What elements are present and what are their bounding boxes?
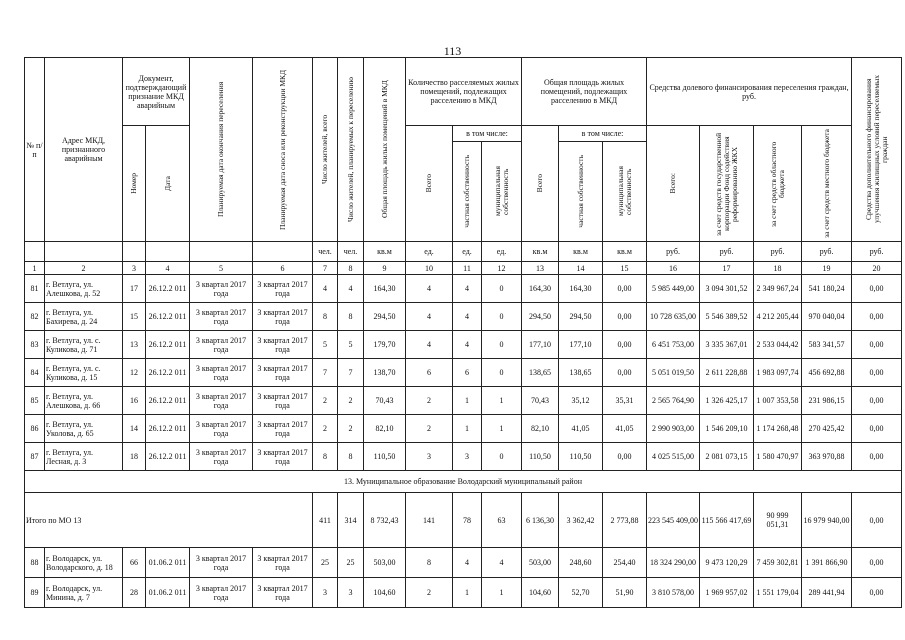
cell-cpriv: 4 xyxy=(453,548,482,578)
header-count-group: Количество расселяемых жилых помещений, подлежащих расселению в МКД xyxy=(406,58,522,126)
cell-demol: 3 квартал 2017 года xyxy=(253,331,313,359)
cell-fadd: 0,00 xyxy=(852,578,902,608)
cell-reloc: 8 xyxy=(338,303,364,331)
cell-num: 18 xyxy=(123,443,146,471)
header-col-9: Общая площадь жилых помещений в МКД xyxy=(364,58,406,242)
cell-res: 3 xyxy=(313,578,338,608)
cell-num: 14 xyxy=(123,415,146,443)
cell-apriv: 35,12 xyxy=(559,387,603,415)
header-col-20: Средства дополнительного финансирования улучшения жилищных условий переселяемых граждан xyxy=(852,58,902,242)
table-row xyxy=(25,359,902,387)
cell-floc: 1 391 866,90 xyxy=(802,548,852,578)
cell-res: 25 xyxy=(313,548,338,578)
column-number: 13 xyxy=(522,262,559,275)
cell-fadd: 0,00 xyxy=(852,548,902,578)
cell-ffund: 1 326 425,17 xyxy=(700,387,754,415)
cell-ftot: 2 565 764,90 xyxy=(647,387,700,415)
column-number: 1 xyxy=(25,262,45,275)
table-row xyxy=(25,443,902,471)
cell-area: 503,00 xyxy=(364,548,406,578)
header-including-2: в том числе: xyxy=(559,126,647,142)
cell-fobl: 7 459 302,81 xyxy=(754,548,802,578)
cell-cmun: 0 xyxy=(482,303,522,331)
cell-fobl: 1 551 179,04 xyxy=(754,578,802,608)
cell-reloc: 4 xyxy=(338,275,364,303)
cell-cnt: 8 xyxy=(406,548,453,578)
cell-addr: г. Ветлуга, ул. с. Куликова, д. 71 xyxy=(45,331,123,359)
cell-demol: 3 квартал 2017 года xyxy=(253,548,313,578)
cell-cnt: 2 xyxy=(406,578,453,608)
cell-ftot: 5 051 019,50 xyxy=(647,359,700,387)
header-col-19: за счет средств местного бюджета xyxy=(802,126,852,242)
table-row xyxy=(25,387,902,415)
unit-cell: ед. xyxy=(453,242,482,262)
cell-area: 138,70 xyxy=(364,359,406,387)
cell-date: 26.12.2 011 xyxy=(146,359,190,387)
total-apriv: 3 362,42 xyxy=(559,493,603,548)
cell-cmun: 1 xyxy=(482,387,522,415)
cell-date: 26.12.2 011 xyxy=(146,415,190,443)
total-atot: 6 136,30 xyxy=(522,493,559,548)
total-floc: 16 979 940,00 xyxy=(802,493,852,548)
cell-date: 01.06.2 011 xyxy=(146,578,190,608)
cell-num: 28 xyxy=(123,578,146,608)
cell-num: 16 xyxy=(123,387,146,415)
cell-amun: 0,00 xyxy=(603,303,647,331)
header-including-1: в том числе: xyxy=(453,126,522,142)
cell-cnt: 3 xyxy=(406,443,453,471)
cell-res: 2 xyxy=(313,387,338,415)
column-number: 14 xyxy=(559,262,603,275)
cell-n: 83 xyxy=(25,331,45,359)
header-col-7: Число жителей, всего xyxy=(313,58,338,242)
cell-area: 164,30 xyxy=(364,275,406,303)
cell-addr: г. Ветлуга, ул. Алешкова, д. 66 xyxy=(45,387,123,415)
cell-fobl: 1 580 470,97 xyxy=(754,443,802,471)
cell-ffund: 9 473 120,29 xyxy=(700,548,754,578)
cell-reloc: 5 xyxy=(338,331,364,359)
unit-cell: чел. xyxy=(338,242,364,262)
cell-ffund: 1 546 209,10 xyxy=(700,415,754,443)
cell-floc: 970 040,04 xyxy=(802,303,852,331)
cell-floc: 583 341,57 xyxy=(802,331,852,359)
cell-addr: г. Ветлуга, ул. Алешкова, д. 52 xyxy=(45,275,123,303)
cell-ftot: 3 810 578,00 xyxy=(647,578,700,608)
cell-reloc: 2 xyxy=(338,387,364,415)
cell-reloc: 3 xyxy=(338,578,364,608)
cell-apriv: 164,30 xyxy=(559,275,603,303)
cell-ffund: 5 546 389,52 xyxy=(700,303,754,331)
cell-cnt: 4 xyxy=(406,275,453,303)
column-number: 19 xyxy=(802,262,852,275)
cell-floc: 456 692,88 xyxy=(802,359,852,387)
cell-demol: 3 квартал 2017 года xyxy=(253,443,313,471)
column-number: 2 xyxy=(45,262,123,275)
cell-area: 110,50 xyxy=(364,443,406,471)
cell-fobl: 1 007 353,58 xyxy=(754,387,802,415)
unit-cell: руб. xyxy=(754,242,802,262)
cell-demol: 3 квартал 2017 года xyxy=(253,275,313,303)
total-ffund: 115 566 417,69 xyxy=(700,493,754,548)
cell-demol: 3 квартал 2017 года xyxy=(253,578,313,608)
cell-cmun: 4 xyxy=(482,548,522,578)
cell-ffund: 1 969 957,02 xyxy=(700,578,754,608)
cell-res: 8 xyxy=(313,443,338,471)
cell-ftot: 18 324 290,00 xyxy=(647,548,700,578)
total-cpriv: 78 xyxy=(453,493,482,548)
cell-ffund: 2 611 228,88 xyxy=(700,359,754,387)
cell-res: 2 xyxy=(313,415,338,443)
header-col-1: № п/ п xyxy=(25,58,45,242)
cell-date: 01.06.2 011 xyxy=(146,548,190,578)
header-col-2: Адрес МКД, признанного аварийным xyxy=(45,58,123,242)
cell-amun: 0,00 xyxy=(603,275,647,303)
cell-cnt: 2 xyxy=(406,387,453,415)
cell-amun: 0,00 xyxy=(603,443,647,471)
header-col-6: Планируемая дата сноса или реконструкции МКД xyxy=(253,58,313,242)
cell-num: 15 xyxy=(123,303,146,331)
cell-fadd: 0,00 xyxy=(852,359,902,387)
cell-ftot: 4 025 515,00 xyxy=(647,443,700,471)
cell-end: 3 квартал 2017 года xyxy=(190,578,253,608)
cell-area: 82,10 xyxy=(364,415,406,443)
unit-cell: руб. xyxy=(852,242,902,262)
column-number: 3 xyxy=(123,262,146,275)
cell-cmun: 0 xyxy=(482,443,522,471)
cell-addr: г. Ветлуга, ул. с. Куликова, д. 15 xyxy=(45,359,123,387)
cell-addr: г. Ветлуга, ул. Уколова, д. 65 xyxy=(45,415,123,443)
cell-reloc: 2 xyxy=(338,415,364,443)
column-number: 9 xyxy=(364,262,406,275)
header-col-15: муниципальная собственность xyxy=(603,142,647,242)
column-number: 15 xyxy=(603,262,647,275)
header-col-14: частная собственность xyxy=(559,142,603,242)
cell-cpriv: 4 xyxy=(453,275,482,303)
cell-ftot: 6 451 753,00 xyxy=(647,331,700,359)
column-number: 8 xyxy=(338,262,364,275)
cell-n: 85 xyxy=(25,387,45,415)
cell-cpriv: 3 xyxy=(453,443,482,471)
cell-res: 8 xyxy=(313,303,338,331)
cell-date: 26.12.2 011 xyxy=(146,443,190,471)
column-number: 20 xyxy=(852,262,902,275)
cell-cpriv: 4 xyxy=(453,303,482,331)
unit-cell: руб. xyxy=(802,242,852,262)
column-number: 7 xyxy=(313,262,338,275)
total-fadd: 0,00 xyxy=(852,493,902,548)
cell-fadd: 0,00 xyxy=(852,443,902,471)
cell-n: 81 xyxy=(25,275,45,303)
cell-apriv: 294,50 xyxy=(559,303,603,331)
cell-n: 88 xyxy=(25,548,45,578)
header-document: Документ, подтверждающий признание МКД аварийным xyxy=(123,58,190,126)
header-col-10: Всего xyxy=(406,126,453,242)
cell-fobl: 1 983 097,74 xyxy=(754,359,802,387)
unit-cell: руб. xyxy=(700,242,754,262)
table-row xyxy=(25,303,902,331)
cell-apriv: 138,65 xyxy=(559,359,603,387)
cell-cmun: 0 xyxy=(482,275,522,303)
unit-cell: кв.м xyxy=(522,242,559,262)
cell-n: 87 xyxy=(25,443,45,471)
column-number-row xyxy=(25,262,902,275)
cell-demol: 3 квартал 2017 года xyxy=(253,303,313,331)
cell-num: 66 xyxy=(123,548,146,578)
cell-end: 3 квартал 2017 года xyxy=(190,331,253,359)
cell-end: 3 квартал 2017 года xyxy=(190,548,253,578)
cell-fadd: 0,00 xyxy=(852,303,902,331)
header-area-group: Общая площадь жилых помещений, подлежащих расселению в МКД xyxy=(522,58,647,126)
unit-cell: ед. xyxy=(406,242,453,262)
unit-cell: ед. xyxy=(482,242,522,262)
cell-ftot: 5 985 449,00 xyxy=(647,275,700,303)
cell-floc: 541 180,24 xyxy=(802,275,852,303)
cell-fadd: 0,00 xyxy=(852,415,902,443)
cell-floc: 231 986,15 xyxy=(802,387,852,415)
total-fobl: 90 999 051,31 xyxy=(754,493,802,548)
cell-num: 13 xyxy=(123,331,146,359)
cell-end: 3 квартал 2017 года xyxy=(190,359,253,387)
cell-fobl: 1 174 268,48 xyxy=(754,415,802,443)
cell-amun: 0,00 xyxy=(603,331,647,359)
cell-floc: 270 425,42 xyxy=(802,415,852,443)
column-number: 5 xyxy=(190,262,253,275)
cell-atot: 110,50 xyxy=(522,443,559,471)
cell-date: 26.12.2 011 xyxy=(146,387,190,415)
cell-area: 179,70 xyxy=(364,331,406,359)
table-row xyxy=(25,415,902,443)
cell-amun: 51,90 xyxy=(603,578,647,608)
cell-fobl: 2 533 044,42 xyxy=(754,331,802,359)
cell-apriv: 41,05 xyxy=(559,415,603,443)
table-row xyxy=(25,548,902,578)
cell-cmun: 1 xyxy=(482,415,522,443)
cell-apriv: 110,50 xyxy=(559,443,603,471)
total-label: Итого по МО 13 xyxy=(25,493,313,548)
total-cnt: 141 xyxy=(406,493,453,548)
cell-atot: 70,43 xyxy=(522,387,559,415)
column-number: 6 xyxy=(253,262,313,275)
cell-addr: г. Ветлуга, ул. Лесная, д. 3 xyxy=(45,443,123,471)
total-reloc: 314 xyxy=(338,493,364,548)
cell-cnt: 4 xyxy=(406,303,453,331)
cell-date: 26.12.2 011 xyxy=(146,275,190,303)
cell-ffund: 2 081 073,15 xyxy=(700,443,754,471)
total-row xyxy=(25,493,902,548)
column-number: 18 xyxy=(754,262,802,275)
cell-end: 3 квартал 2017 года xyxy=(190,275,253,303)
cell-apriv: 52,70 xyxy=(559,578,603,608)
cell-n: 89 xyxy=(25,578,45,608)
cell-cmun: 0 xyxy=(482,331,522,359)
cell-atot: 177,10 xyxy=(522,331,559,359)
cell-cnt: 6 xyxy=(406,359,453,387)
column-number: 4 xyxy=(146,262,190,275)
unit-cell: кв.м xyxy=(559,242,603,262)
cell-cpriv: 6 xyxy=(453,359,482,387)
cell-cmun: 0 xyxy=(482,359,522,387)
cell-reloc: 7 xyxy=(338,359,364,387)
cell-fobl: 2 349 967,24 xyxy=(754,275,802,303)
cell-area: 70,43 xyxy=(364,387,406,415)
cell-amun: 35,31 xyxy=(603,387,647,415)
page-number: 113 xyxy=(443,44,462,58)
total-cmun: 63 xyxy=(482,493,522,548)
resettlement-table xyxy=(24,57,902,608)
cell-demol: 3 квартал 2017 года xyxy=(253,387,313,415)
cell-cmun: 1 xyxy=(482,578,522,608)
cell-amun: 41,05 xyxy=(603,415,647,443)
units-row xyxy=(25,242,902,262)
cell-fadd: 0,00 xyxy=(852,331,902,359)
header-col-4: Дата xyxy=(146,126,190,242)
cell-res: 5 xyxy=(313,331,338,359)
cell-cpriv: 1 xyxy=(453,578,482,608)
column-number: 16 xyxy=(647,262,700,275)
cell-end: 3 квартал 2017 года xyxy=(190,387,253,415)
header-col-13: Всего xyxy=(522,126,559,242)
cell-end: 3 квартал 2017 года xyxy=(190,415,253,443)
cell-fadd: 0,00 xyxy=(852,387,902,415)
cell-atot: 138,65 xyxy=(522,359,559,387)
cell-res: 4 xyxy=(313,275,338,303)
cell-addr: г. Ветлуга, ул. Бахирева, д. 24 xyxy=(45,303,123,331)
cell-floc: 289 441,94 xyxy=(802,578,852,608)
cell-end: 3 квартал 2017 года xyxy=(190,443,253,471)
cell-area: 294,50 xyxy=(364,303,406,331)
cell-fadd: 0,00 xyxy=(852,275,902,303)
cell-n: 84 xyxy=(25,359,45,387)
column-number: 11 xyxy=(453,262,482,275)
cell-demol: 3 квартал 2017 года xyxy=(253,359,313,387)
cell-floc: 363 970,88 xyxy=(802,443,852,471)
cell-cpriv: 4 xyxy=(453,331,482,359)
cell-cpriv: 1 xyxy=(453,415,482,443)
total-amun: 2 773,88 xyxy=(603,493,647,548)
table-row xyxy=(25,578,902,608)
unit-cell: кв.м xyxy=(603,242,647,262)
cell-n: 82 xyxy=(25,303,45,331)
cell-ftot: 2 990 903,00 xyxy=(647,415,700,443)
header-col-11: частная собственность xyxy=(453,142,482,242)
cell-amun: 0,00 xyxy=(603,359,647,387)
cell-atot: 164,30 xyxy=(522,275,559,303)
table-body xyxy=(25,58,902,608)
cell-num: 17 xyxy=(123,275,146,303)
column-number: 12 xyxy=(482,262,522,275)
table-row xyxy=(25,331,902,359)
header-col-16: Всего: xyxy=(647,126,700,242)
cell-date: 26.12.2 011 xyxy=(146,303,190,331)
section-row xyxy=(25,471,902,493)
cell-atot: 503,00 xyxy=(522,548,559,578)
cell-n: 86 xyxy=(25,415,45,443)
cell-atot: 294,50 xyxy=(522,303,559,331)
cell-apriv: 248,60 xyxy=(559,548,603,578)
cell-reloc: 8 xyxy=(338,443,364,471)
cell-reloc: 25 xyxy=(338,548,364,578)
cell-demol: 3 квартал 2017 года xyxy=(253,415,313,443)
cell-addr: г. Володарск, ул. Володарского, д. 18 xyxy=(45,548,123,578)
cell-ftot: 10 728 635,00 xyxy=(647,303,700,331)
cell-addr: г. Володарск, ул. Минина, д. 7 xyxy=(45,578,123,608)
cell-cnt: 2 xyxy=(406,415,453,443)
total-res: 411 xyxy=(313,493,338,548)
cell-area: 104,60 xyxy=(364,578,406,608)
header-col-5: Планируемая дата окончания переселения xyxy=(190,58,253,242)
total-area: 8 732,43 xyxy=(364,493,406,548)
cell-atot: 104,60 xyxy=(522,578,559,608)
table-row xyxy=(25,275,902,303)
header-col-3: Номер xyxy=(123,126,146,242)
header-col-12: муниципальная собственность xyxy=(482,142,522,242)
cell-atot: 82,10 xyxy=(522,415,559,443)
unit-cell: руб. xyxy=(647,242,700,262)
cell-cpriv: 1 xyxy=(453,387,482,415)
total-ftot: 223 545 409,00 xyxy=(647,493,700,548)
cell-res: 7 xyxy=(313,359,338,387)
cell-fobl: 4 212 205,44 xyxy=(754,303,802,331)
cell-ffund: 3 335 367,01 xyxy=(700,331,754,359)
section-title: 13. Муниципальное образование Володарский муниципальный район xyxy=(25,471,902,493)
header-col-18: за счет средств областного бюджета xyxy=(754,126,802,242)
cell-apriv: 177,10 xyxy=(559,331,603,359)
unit-cell: чел. xyxy=(313,242,338,262)
column-number: 10 xyxy=(406,262,453,275)
header-col-8: Число жителей, планируемых к переселению xyxy=(338,58,364,242)
cell-date: 26.12.2 011 xyxy=(146,331,190,359)
cell-num: 12 xyxy=(123,359,146,387)
cell-amun: 254,40 xyxy=(603,548,647,578)
unit-cell: кв.м xyxy=(364,242,406,262)
cell-cnt: 4 xyxy=(406,331,453,359)
cell-end: 3 квартал 2017 года xyxy=(190,303,253,331)
header-col-17: за счет средств государственной корпорации Фонд содействия реформированию ЖКХ xyxy=(700,126,754,242)
header-funding-group: Средства долевого финансирования переселения граждан, руб. xyxy=(647,58,852,126)
column-number: 17 xyxy=(700,262,754,275)
cell-ffund: 3 094 301,52 xyxy=(700,275,754,303)
